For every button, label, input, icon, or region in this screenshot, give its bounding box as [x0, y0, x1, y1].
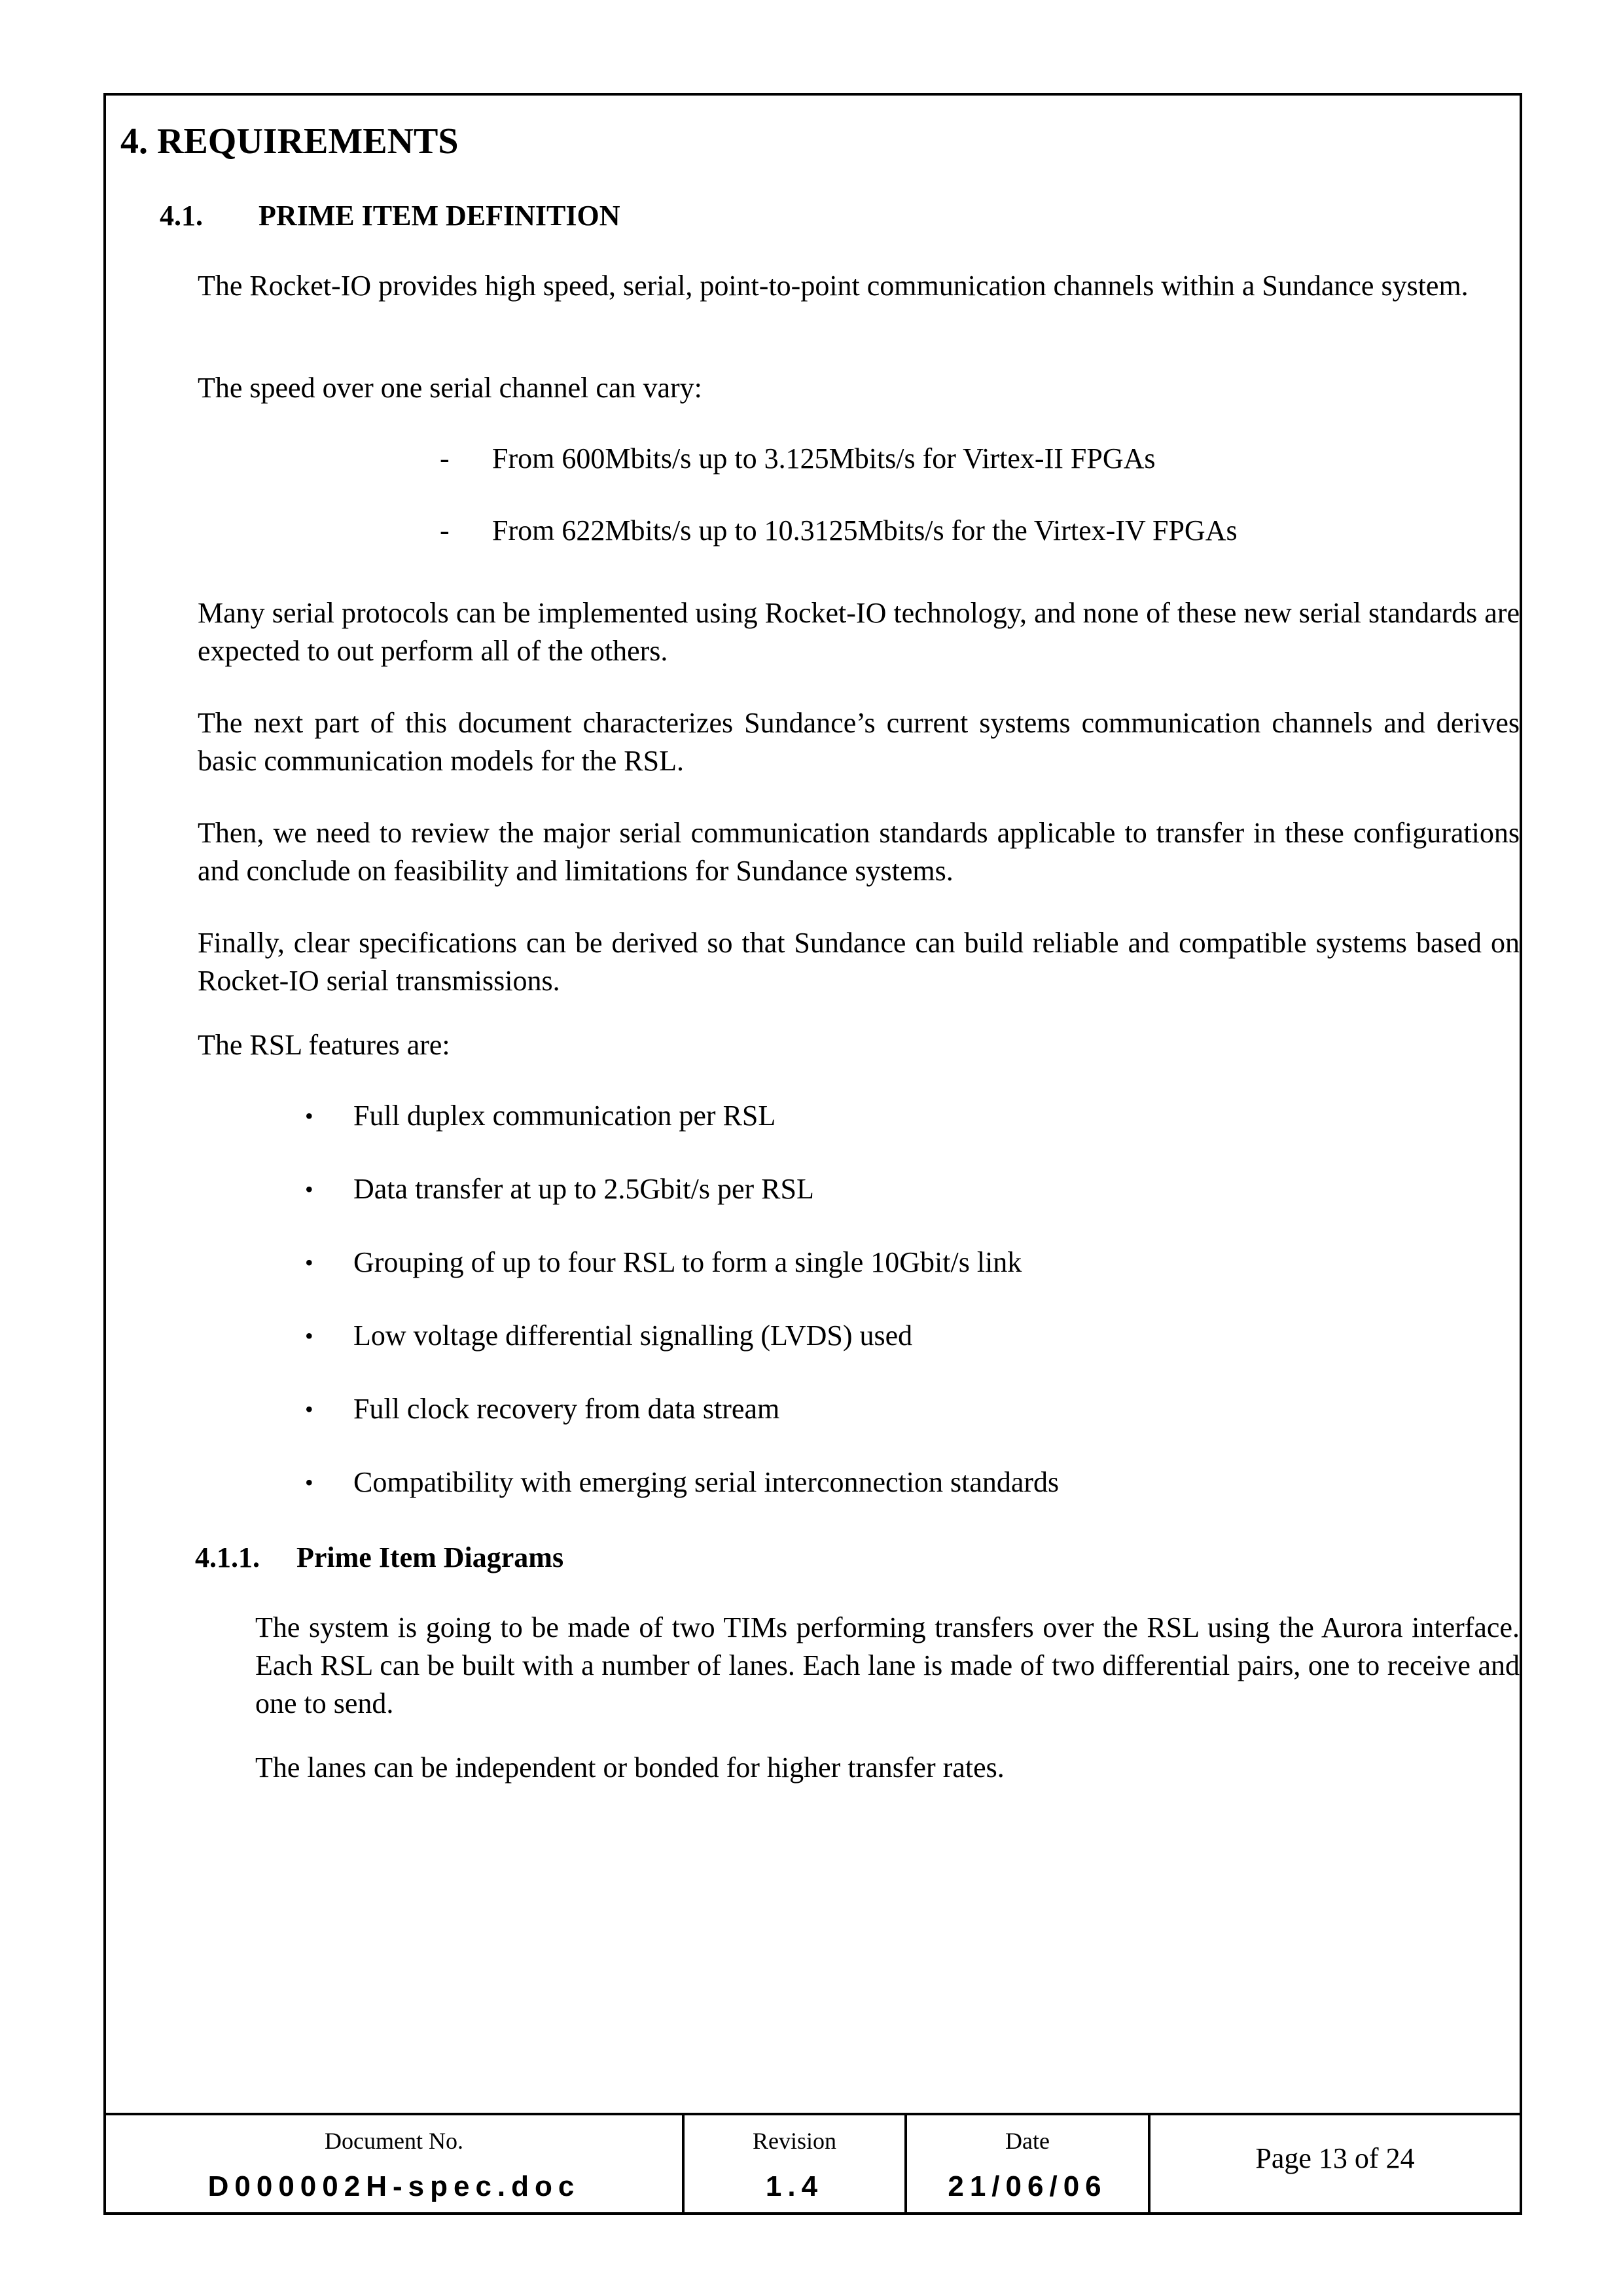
feature-item	[305, 1244, 1022, 1282]
paragraph-next-part: The next part of this document characterizes Sundance’s current systems communication channels and derives basic communication models for the RSL.	[198, 707, 1520, 777]
document-no-value: D000002H-spec.doc	[207, 2170, 580, 2202]
footer-document-cell	[106, 2115, 685, 2212]
speed-item	[440, 440, 1156, 478]
page-frame	[103, 93, 1522, 2215]
bullet-marker: •	[305, 1396, 313, 1422]
document-footer	[106, 2113, 1520, 2212]
revision-label: Revision	[752, 2128, 836, 2154]
dash-marker: -	[440, 442, 450, 475]
bullet-marker: •	[305, 1176, 313, 1202]
paragraph-intro: The Rocket-IO provides high speed, serial, point-to-point communication channels within a Sundance system.	[198, 270, 1469, 302]
paragraph-specifications: Finally, clear specifications can be derived so that Sundance can build reliable and compatible systems based on Rocket-IO serial transmissions.	[198, 927, 1520, 997]
feature-item	[305, 1097, 776, 1135]
feature-text: Grouping of up to four RSL to form a single 10Gbit/s link	[353, 1246, 1022, 1278]
section-title: REQUIREMENTS	[157, 121, 459, 162]
feature-text: Data transfer at up to 2.5Gbit/s per RSL	[353, 1173, 814, 1205]
paragraph-lanes: The lanes can be independent or bonded for higher transfer rates.	[255, 1751, 1005, 1784]
feature-text: Low voltage differential signalling (LVDS) used	[353, 1319, 913, 1352]
date-label: Date	[1005, 2128, 1050, 2154]
paragraph-review: Then, we need to review the major serial communication standards applicable to transfer in these configurations and conclude on feasibility and limitations for Sundance systems.	[198, 817, 1520, 887]
subsubsection-title: Prime Item Diagrams	[296, 1541, 564, 1573]
dash-marker: -	[440, 514, 450, 547]
feature-item	[305, 1463, 1059, 1501]
subsection-heading	[160, 199, 620, 232]
subsection-number: 4.1.	[160, 200, 203, 232]
footer-page-cell	[1150, 2115, 1520, 2212]
bullet-marker: •	[305, 1249, 313, 1276]
date-value: 21/06/06	[948, 2170, 1107, 2202]
paragraph-speed-lead: The speed over one serial channel can vary:	[198, 372, 702, 404]
bullet-marker: •	[305, 1103, 313, 1129]
feature-text: Full clock recovery from data stream	[353, 1393, 780, 1425]
footer-revision-cell	[685, 2115, 907, 2212]
speed-item-text: From 622Mbits/s up to 10.3125Mbits/s for the Virtex-IV FPGAs	[492, 514, 1238, 547]
bullet-marker: •	[305, 1323, 313, 1349]
feature-item	[305, 1170, 814, 1208]
footer-date-cell	[907, 2115, 1150, 2212]
section-heading	[120, 120, 459, 162]
speed-item-text: From 600Mbits/s up to 3.125Mbits/s for Virtex-II FPGAs	[492, 442, 1156, 475]
speed-item	[440, 512, 1238, 550]
page-number: Page 13 of 24	[1255, 2142, 1415, 2174]
paragraph-features-lead: The RSL features are:	[198, 1029, 450, 1061]
feature-item	[305, 1317, 912, 1355]
document-no-label: Document No.	[325, 2128, 463, 2154]
feature-text: Compatibility with emerging serial interconnection standards	[353, 1466, 1060, 1498]
feature-text: Full duplex communication per RSL	[353, 1100, 776, 1132]
subsection-title: PRIME ITEM DEFINITION	[259, 200, 620, 232]
paragraph-protocols: Many serial protocols can be implemented using Rocket-IO technology, and none of these new serial standards are expected to out perform all of the others.	[198, 597, 1520, 667]
subsubsection-number: 4.1.1.	[195, 1541, 260, 1573]
section-number: 4.	[120, 121, 148, 162]
subsubsection-heading	[195, 1541, 563, 1574]
paragraph-system: The system is going to be made of two TIMs performing transfers over the RSL using the Aurora interface. Each RSL can be built with a number of lanes. Each lane is made of two differential pairs, one to receive and one to send.	[255, 1611, 1520, 1719]
feature-item	[305, 1390, 779, 1428]
bullet-marker: •	[305, 1469, 313, 1496]
revision-value: 1.4	[765, 2170, 824, 2202]
